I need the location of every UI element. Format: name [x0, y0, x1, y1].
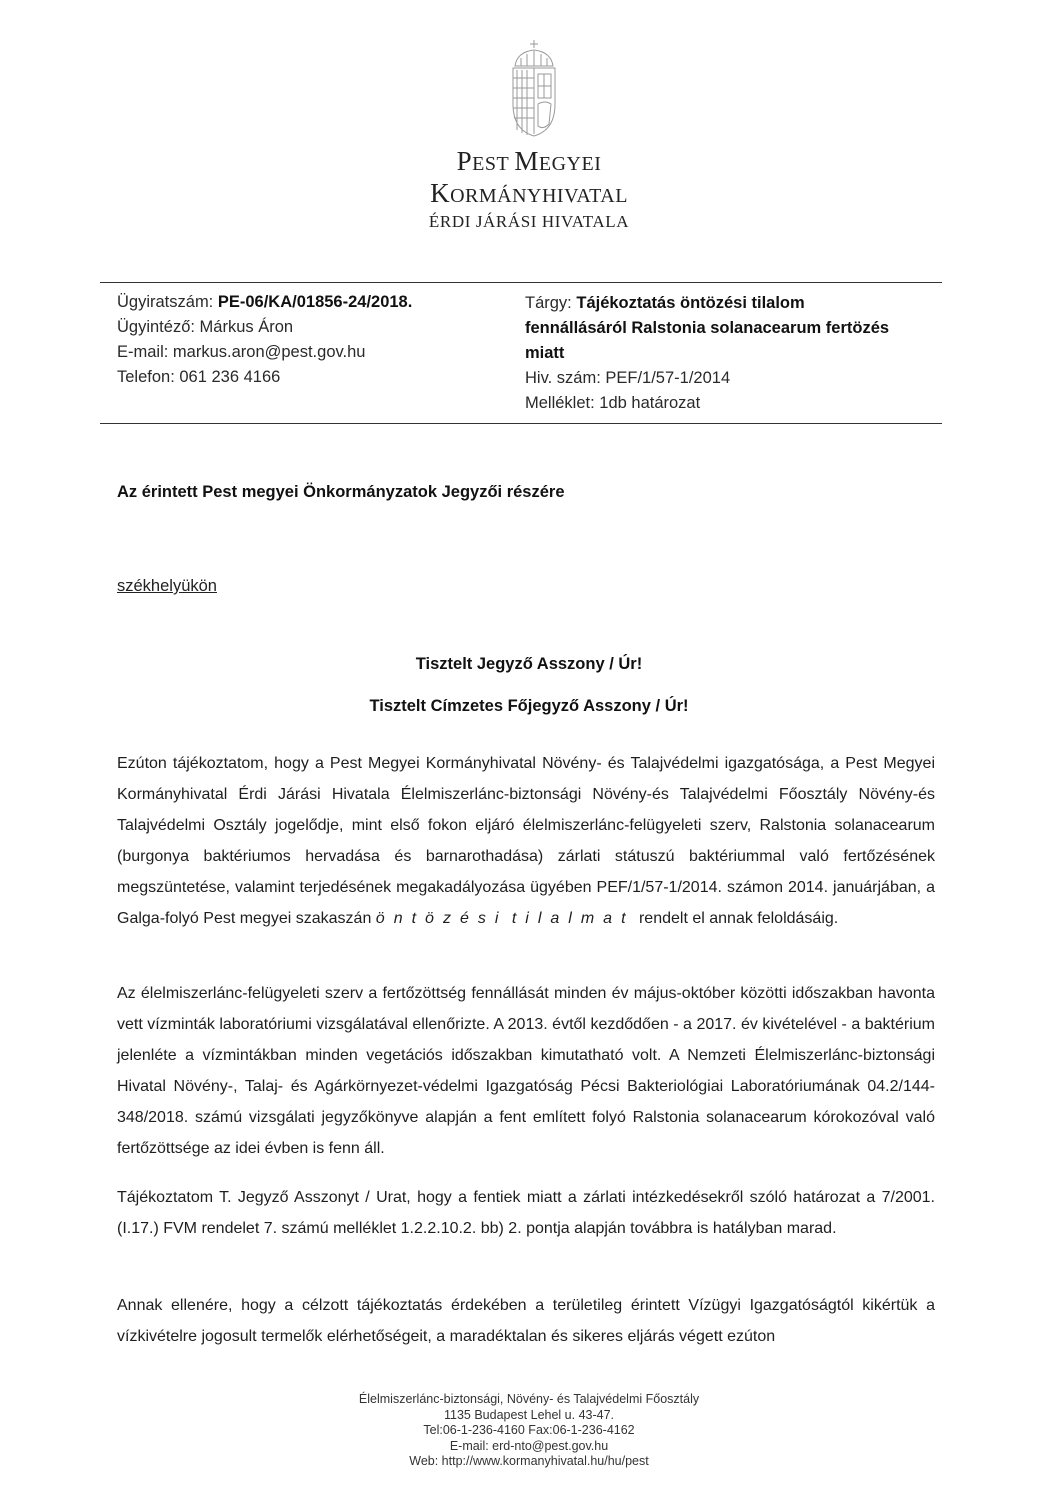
addressee: Az érintett Pest megyei Önkormányzatok Jegyzői részére [117, 483, 565, 501]
addressee-location: székhelyükön [117, 577, 217, 595]
handler-value: Márkus Áron [199, 318, 294, 336]
case-number-row [117, 290, 517, 315]
handler-label: Ügyintéző: [117, 318, 200, 336]
case-metadata [117, 290, 517, 390]
subject-value: Tájékoztatás öntözési tilalom [576, 294, 805, 312]
footer-department: Élelmiszerlánc-biztonsági, Növény- és Talajvédelmi Főosztály [358, 1392, 700, 1406]
body-paragraph-1 [117, 748, 935, 934]
org-text: ORMÁNYHIVATAL [450, 185, 628, 207]
subject-value: fennállásáról Ralstonia solanacearum fertözés [525, 319, 890, 337]
emphasized-text: öntözési [375, 910, 508, 927]
salutation-1: Tisztelt Jegyző Asszony / Úr! [415, 655, 643, 673]
letter-footer [0, 1392, 1058, 1470]
body-paragraph-2: Az élelmiszerlánc-felügyeleti szerv a fertőzöttség fennállását minden év május-október közötti időszakban havonta vett vízminták laboratóriumi vizsgálatával ellenőrizte. A 2013. évtől kezdődően - a 2017. év kivételével - a baktérium jelenléte a vízmintákban minden vegetációs időszakban kimutatható volt. A Nemzeti Élelmiszerlánc-biztonsági Hivatal Növény-, Talaj- és Agárkörnyezet-védelmi Igazgatóság Pécsi Bakteriológiai Laboratóriumának 04.2/144-348/2018. számú vizsgálati jegyzőkönyve alapján a fent említett folyó Ralstonia solanacearum kórokozóval való fertőzöttsége az idei évben is fenn áll. [117, 985, 935, 1157]
reference-label: Hiv. szám: [525, 369, 606, 387]
footer-address: 1135 Budapest Lehel u. 43-47. [443, 1407, 615, 1422]
subject-value: miatt [525, 344, 565, 362]
org-text: EGYEI [538, 153, 602, 175]
email-label: E-mail: [117, 343, 173, 361]
reference-row [525, 366, 945, 391]
email-value[interactable]: markus.aron@pest.gov.hu [172, 343, 366, 361]
footer-phone-fax: Tel:06-1-236-4160 Fax:06-1-236-4162 [423, 1423, 635, 1437]
body-paragraph-4: Annak ellenére, hogy a célzott tájékoztatás érdekében a területileg érintett Vízügyi Igazgatóságtól kikértük a vízkivételre jogosult termelők elérhetőségeit, a maradéktalan és sikeres eljárás végett ezúton [117, 1297, 935, 1345]
org-initial: K [430, 178, 451, 208]
footer-email[interactable]: E-mail: erd-nto@pest.gov.hu [449, 1438, 609, 1453]
case-number-label: Ügyiratszám: [117, 293, 218, 311]
org-name-line-1 [0, 146, 1058, 177]
org-text: EST [472, 153, 515, 175]
org-initial: M [514, 146, 539, 176]
salutation-2: Tisztelt Címzetes Főjegyző Asszony / Úr! [369, 697, 689, 715]
phone-value: 061 236 4166 [179, 368, 281, 386]
emphasized-text: tilalmat [511, 910, 635, 927]
phone-label: Telefon: [117, 368, 180, 386]
hungarian-coat-of-arms-icon [505, 38, 563, 138]
reference-value: PEF/1/57-1/2014 [605, 369, 731, 387]
case-number-value: PE-06/KA/01856-24/2018. [217, 293, 413, 311]
attachment-label: Melléklet: [525, 394, 600, 412]
subject-row-cont [525, 341, 945, 366]
header-divider-top [100, 282, 942, 283]
attachment-value: 1db határozat [599, 394, 701, 412]
footer-web[interactable]: Web: http://www.kormanyhivatal.hu/hu/pest [409, 1454, 649, 1468]
header-divider-bottom [100, 423, 942, 424]
subject-metadata [525, 291, 945, 416]
subject-row-cont [525, 316, 945, 341]
email-row [117, 340, 517, 365]
org-name-line-3: ÉRDI JÁRÁSI HIVATALA [428, 212, 630, 231]
paragraph-text: rendelt el annak feloldásáig. [634, 910, 839, 927]
attachment-row [525, 391, 945, 416]
org-name-line-2 [0, 178, 1058, 209]
org-initial: P [456, 146, 473, 176]
subject-row [525, 291, 945, 316]
subject-label: Tárgy: [525, 294, 577, 312]
phone-row [117, 365, 517, 390]
body-paragraph-3: Tájékoztatom T. Jegyző Asszonyt / Urat, hogy a fentiek miatt a zárlati intézkedésekről szóló határozat a 7/2001. (I.17.) FVM rendelet 7. számú melléklet 1.2.2.10.2. bb) 2. pontja alapján továbbra is hatályban marad. [117, 1189, 935, 1237]
paragraph-text: Ezúton tájékoztatom, hogy a Pest Megyei Kormányhivatal Növény- és Talajvédelmi igazgatósága, a Pest Megyei Kormányhivatal Érdi Járási Hivatala Élelmiszerlánc-biztonsági Növény-és Talajvédelmi Főosztály Növény-és Talajvédelmi Osztály jogelődje, mint első fokon eljáró élelmiszerlánc-felügyeleti szerv, Ralstonia solanacearum (burgonya baktériumos hervadása és barnarothadása) zárlati státuszú baktériummal való fertőzésének megszüntetése, valamint terjedésének megakadályozása ügyében PEF/1/57-1/2014. számon 2014. januárjában, a Galga-folyó Pest megyei szakaszán [117, 755, 935, 927]
handler-row [117, 315, 517, 340]
